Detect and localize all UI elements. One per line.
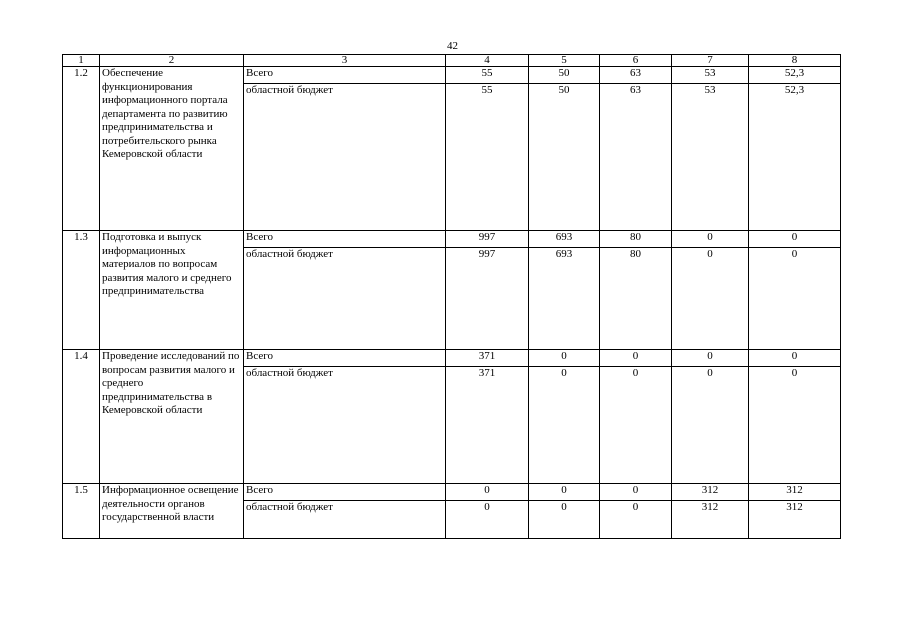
source-label: областной бюджет: [244, 248, 446, 350]
header-cell: 7: [672, 55, 749, 67]
value-cell: 0: [672, 367, 749, 484]
value-cell: 312: [749, 501, 841, 539]
value-cell: 0: [529, 484, 600, 501]
row-code: 1.5: [63, 484, 100, 539]
value-cell: 53: [672, 84, 749, 231]
source-label: областной бюджет: [244, 501, 446, 539]
source-label: Всего: [244, 484, 446, 501]
row-code: 1.2: [63, 67, 100, 231]
value-cell: 997: [446, 231, 529, 248]
header-cell: 5: [529, 55, 600, 67]
value-cell: 0: [672, 231, 749, 248]
row-code: 1.4: [63, 350, 100, 484]
source-label: областной бюджет: [244, 84, 446, 231]
value-cell: 312: [672, 484, 749, 501]
value-cell: 0: [600, 501, 672, 539]
source-label: областной бюджет: [244, 367, 446, 484]
value-cell: 80: [600, 231, 672, 248]
row-name: Подготовка и выпуск информационных материалов по вопросам развития малого и среднего предпринимательства: [100, 231, 244, 350]
header-cell: 3: [244, 55, 446, 67]
value-cell: 371: [446, 350, 529, 367]
page-number: 42: [447, 40, 458, 52]
budget-table: [62, 54, 841, 539]
header-cell: 4: [446, 55, 529, 67]
value-cell: 0: [749, 231, 841, 248]
table-row: [63, 67, 841, 84]
header-cell: 8: [749, 55, 841, 67]
source-label: Всего: [244, 350, 446, 367]
value-cell: 371: [446, 367, 529, 484]
value-cell: 0: [749, 350, 841, 367]
source-label: Всего: [244, 231, 446, 248]
header-row: [63, 55, 841, 67]
value-cell: 0: [600, 367, 672, 484]
value-cell: 50: [529, 67, 600, 84]
value-cell: 0: [600, 484, 672, 501]
value-cell: 693: [529, 248, 600, 350]
value-cell: 312: [749, 484, 841, 501]
value-cell: 52,3: [749, 84, 841, 231]
header-cell: 2: [100, 55, 244, 67]
value-cell: 0: [749, 248, 841, 350]
value-cell: 0: [446, 484, 529, 501]
value-cell: 0: [600, 350, 672, 367]
row-name: Проведение исследований по вопросам развития малого и среднего предпринимательства в Кемеровской области: [100, 350, 244, 484]
value-cell: 63: [600, 67, 672, 84]
header-cell: 1: [63, 55, 100, 67]
value-cell: 52,3: [749, 67, 841, 84]
row-code: 1.3: [63, 231, 100, 350]
source-label: Всего: [244, 67, 446, 84]
value-cell: 0: [529, 501, 600, 539]
value-cell: 63: [600, 84, 672, 231]
table-row: [63, 231, 841, 248]
value-cell: 53: [672, 67, 749, 84]
value-cell: 312: [672, 501, 749, 539]
value-cell: 80: [600, 248, 672, 350]
value-cell: 997: [446, 248, 529, 350]
value-cell: 0: [672, 350, 749, 367]
table-row: [63, 484, 841, 501]
value-cell: 693: [529, 231, 600, 248]
row-name: Обеспечение функционирования информационного портала департамента по развитию предпринимательства и потребительского рынка Кемеровской области: [100, 67, 244, 231]
value-cell: 0: [529, 350, 600, 367]
row-name: Информационное освещение деятельности органов государственной власти: [100, 484, 244, 539]
value-cell: 0: [749, 367, 841, 484]
header-cell: 6: [600, 55, 672, 67]
value-cell: 0: [446, 501, 529, 539]
value-cell: 55: [446, 67, 529, 84]
value-cell: 0: [672, 248, 749, 350]
value-cell: 0: [529, 367, 600, 484]
table-row: [63, 350, 841, 367]
value-cell: 55: [446, 84, 529, 231]
value-cell: 50: [529, 84, 600, 231]
